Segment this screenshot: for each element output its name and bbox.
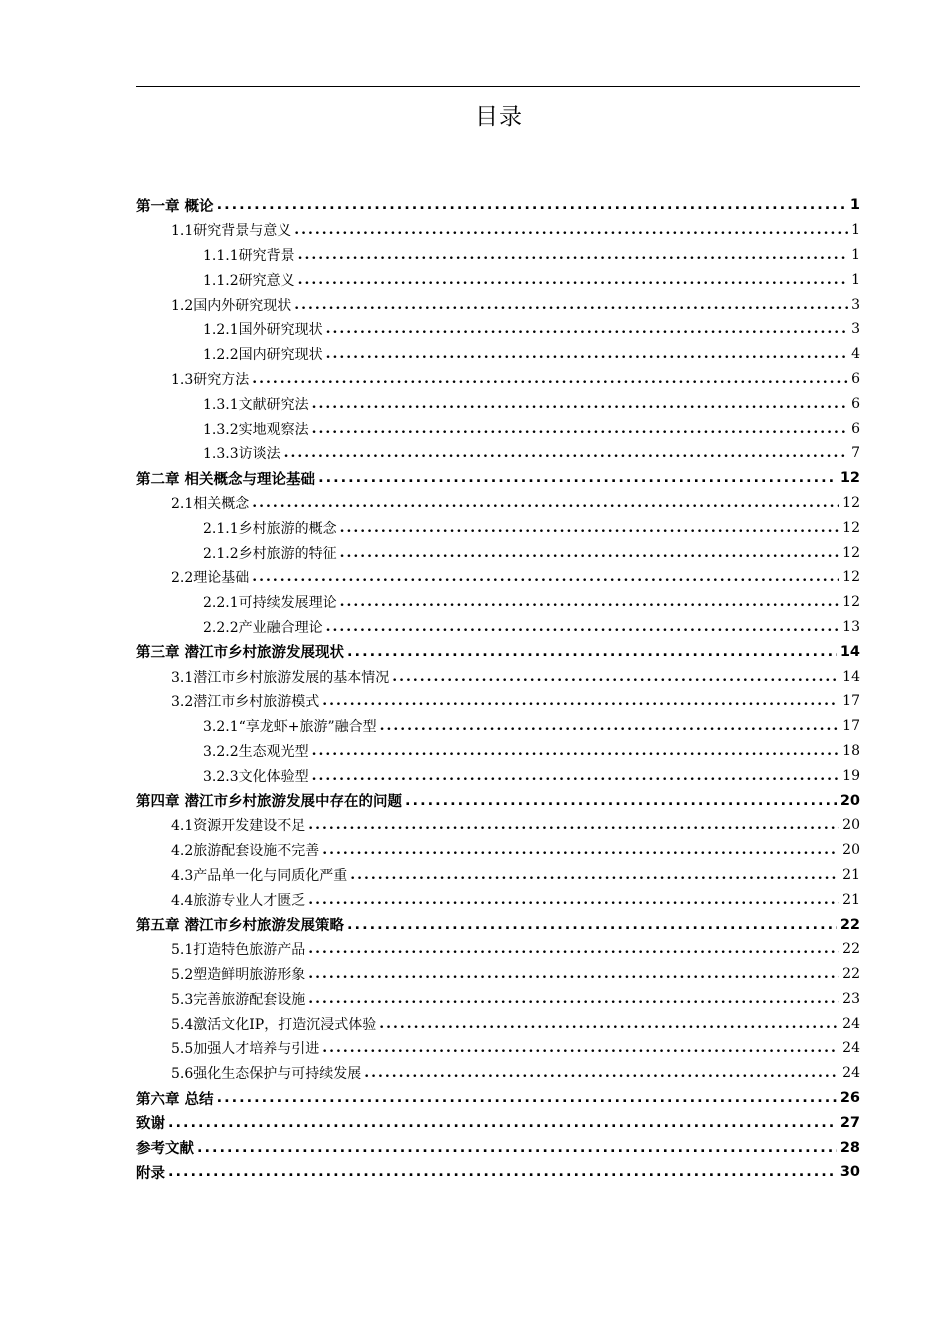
- toc-section-entry[interactable]: [136, 565, 860, 590]
- toc-entry-title: 1.3研究方法: [171, 371, 250, 388]
- toc-page-number: 14: [842, 668, 860, 685]
- toc-subsection-entry[interactable]: [136, 540, 860, 565]
- toc-dot-leader: [347, 917, 837, 933]
- toc-dot-leader: [405, 793, 837, 809]
- toc-dot-leader: [322, 842, 839, 858]
- toc-subsection-entry[interactable]: [136, 739, 860, 764]
- toc-dot-leader: [308, 991, 839, 1007]
- toc-section-entry[interactable]: [136, 367, 860, 392]
- toc-page-number: 21: [842, 891, 860, 908]
- toc-page-number: 24: [842, 1065, 860, 1082]
- toc-page-number: 17: [842, 693, 860, 710]
- toc-dot-leader: [308, 966, 839, 982]
- toc-page-number: 27: [839, 1114, 860, 1131]
- toc-subsection-entry[interactable]: [136, 391, 860, 416]
- toc-section-entry[interactable]: [136, 1061, 860, 1086]
- toc-entry-title: 2.1.2乡村旅游的特征: [203, 545, 337, 562]
- toc-entry-title: 4.1资源开发建设不足: [171, 818, 306, 835]
- toc-dot-leader: [298, 272, 848, 288]
- toc-entry-title: 5.1打造特色旅游产品: [171, 942, 306, 959]
- toc-page-number: 12: [839, 470, 860, 487]
- toc-page-number: 4: [851, 346, 860, 363]
- toc-entry-title: 第四章 潜江市乡村旅游发展中存在的问题: [136, 794, 403, 811]
- toc-entry-title: 1.1.2研究意义: [203, 272, 295, 289]
- toc-page-number: 20: [839, 792, 860, 809]
- toc-dot-leader: [326, 321, 848, 337]
- toc-page-number: 7: [851, 445, 860, 462]
- toc-entry-title: 5.6强化生态保护与可持续发展: [171, 1066, 362, 1083]
- toc-dot-leader: [308, 941, 839, 957]
- toc-dot-leader: [318, 470, 837, 486]
- toc-subsection-entry[interactable]: [136, 441, 860, 466]
- toc-entry-title: 2.2理论基础: [171, 570, 250, 587]
- toc-dot-leader: [168, 1164, 837, 1180]
- toc-page-number: 1: [849, 197, 860, 214]
- toc-entry-title: 1.2.2国内研究现状: [203, 347, 323, 364]
- toc-dot-leader: [392, 669, 839, 685]
- toc-section-entry[interactable]: [136, 863, 860, 888]
- toc-page-number: 12: [842, 594, 860, 611]
- toc-dot-leader: [168, 1115, 837, 1131]
- toc-section-entry[interactable]: [136, 218, 860, 243]
- toc-dot-leader: [312, 768, 840, 784]
- toc-dot-leader: [380, 718, 840, 734]
- page-title: 目录: [475, 104, 523, 130]
- toc-page-number: 3: [851, 296, 860, 313]
- toc-entry-title: 1.3.3访谈法: [203, 446, 281, 463]
- toc-entry-title: 3.2.2生态观光型: [203, 743, 309, 760]
- toc-subsection-entry[interactable]: [136, 763, 860, 788]
- toc-dot-leader: [340, 594, 840, 610]
- toc-entry-title: 5.3完善旅游配套设施: [171, 991, 306, 1008]
- toc-entry-title: 5.5加强人才培养与引进: [171, 1041, 320, 1058]
- toc-dot-leader: [312, 743, 840, 759]
- toc-page-number: 22: [839, 916, 860, 933]
- toc-chapter-entry[interactable]: [136, 1135, 860, 1160]
- toc-entry-title: 第二章 相关概念与理论基础: [136, 471, 316, 488]
- toc-section-entry[interactable]: [136, 1011, 860, 1036]
- toc-section-entry[interactable]: [136, 838, 860, 863]
- toc-entry-title: 4.2旅游配套设施不完善: [171, 843, 320, 860]
- toc-section-entry[interactable]: [136, 1036, 860, 1061]
- toc-dot-leader: [326, 619, 840, 635]
- toc-page-number: 12: [842, 569, 860, 586]
- toc-page-number: 6: [851, 370, 860, 387]
- toc-subsection-entry[interactable]: [136, 590, 860, 615]
- toc-entry-title: 1.2国内外研究现状: [171, 297, 292, 314]
- toc-page-number: 14: [839, 643, 860, 660]
- toc-chapter-entry[interactable]: [136, 1110, 860, 1135]
- toc-page-number: 1: [851, 246, 860, 263]
- toc-page-number: 18: [842, 742, 860, 759]
- toc-page-number: 24: [842, 1040, 860, 1057]
- toc-entry-title: 2.2.2产业融合理论: [203, 619, 323, 636]
- toc-entry-title: 3.1潜江市乡村旅游发展的基本情况: [171, 669, 390, 686]
- toc-page-number: 20: [842, 817, 860, 834]
- toc-page-number: 12: [842, 494, 860, 511]
- toc-entry-title: 1.3.2实地观察法: [203, 421, 309, 438]
- toc-page-number: 23: [842, 990, 860, 1007]
- toc-subsection-entry[interactable]: [136, 515, 860, 540]
- toc-entry-title: 附录: [136, 1165, 165, 1182]
- toc-dot-leader: [379, 1016, 839, 1032]
- toc-page-number: 13: [842, 618, 860, 635]
- toc-dot-leader: [308, 817, 839, 833]
- toc-page-number: 22: [842, 941, 860, 958]
- toc-entry-title: 4.4旅游专业人才匮乏: [171, 892, 306, 909]
- toc-dot-leader: [312, 396, 848, 412]
- toc-entry-title: 4.3产品单一化与同质化严重: [171, 867, 348, 884]
- toc-entry-title: 致谢: [136, 1116, 165, 1133]
- toc-section-entry[interactable]: [136, 689, 860, 714]
- toc-chapter-entry[interactable]: [136, 639, 860, 664]
- toc-chapter-entry[interactable]: [136, 193, 860, 218]
- toc-page-number: 28: [839, 1139, 860, 1156]
- toc-subsection-entry[interactable]: [136, 243, 860, 268]
- toc-page-number: 22: [842, 966, 860, 983]
- toc-dot-leader: [322, 1040, 839, 1056]
- toc-chapter-entry[interactable]: [136, 1086, 860, 1111]
- toc-entry-title: 第五章 潜江市乡村旅游发展策略: [136, 918, 345, 934]
- toc-page-number: 1: [851, 271, 860, 288]
- toc-entry-title: 2.2.1可持续发展理论: [203, 595, 337, 612]
- toc-chapter-entry[interactable]: [136, 1160, 860, 1185]
- toc-entry-title: 2.1相关概念: [171, 495, 250, 512]
- toc-page-number: 30: [839, 1164, 860, 1181]
- toc-page-number: 6: [851, 420, 860, 437]
- toc-dot-leader: [308, 892, 839, 908]
- toc-page-number: 12: [842, 519, 860, 536]
- table-of-contents: [136, 193, 860, 1185]
- toc-dot-leader: [312, 421, 848, 437]
- toc-subsection-entry[interactable]: [136, 317, 860, 342]
- header-rule: [136, 86, 860, 87]
- toc-dot-leader: [350, 867, 839, 883]
- toc-section-entry[interactable]: [136, 962, 860, 987]
- toc-dot-leader: [298, 247, 848, 263]
- toc-subsection-entry[interactable]: [136, 416, 860, 441]
- toc-section-entry[interactable]: [136, 664, 860, 689]
- toc-section-entry[interactable]: [136, 937, 860, 962]
- toc-page-number: 6: [851, 395, 860, 412]
- toc-dot-leader: [322, 693, 839, 709]
- toc-dot-leader: [364, 1065, 839, 1081]
- toc-entry-title: 3.2.3文化体验型: [203, 768, 309, 785]
- toc-page-number: 21: [842, 866, 860, 883]
- toc-chapter-entry[interactable]: [136, 788, 860, 813]
- toc-dot-leader: [326, 346, 848, 362]
- toc-subsection-entry[interactable]: [136, 714, 860, 739]
- toc-entry-title: 5.4激活文化IP，打造沉浸式体验: [171, 1016, 377, 1033]
- toc-section-entry[interactable]: [136, 491, 860, 516]
- toc-entry-title: 参考文献: [136, 1141, 194, 1158]
- toc-dot-leader: [252, 495, 839, 511]
- toc-page-number: 17: [842, 718, 860, 735]
- toc-section-entry[interactable]: [136, 987, 860, 1012]
- toc-entry-title: 2.1.1乡村旅游的概念: [203, 520, 337, 537]
- toc-page-number: 19: [842, 767, 860, 784]
- toc-entry-title: 1.1研究背景与意义: [171, 223, 292, 240]
- toc-page-number: 12: [842, 544, 860, 561]
- toc-dot-leader: [347, 644, 837, 660]
- toc-entry-title: 1.2.1国外研究现状: [203, 322, 323, 339]
- toc-page-number: 20: [842, 842, 860, 859]
- toc-dot-leader: [197, 1140, 837, 1156]
- toc-entry-title: 3.2潜江市乡村旅游模式: [171, 694, 320, 711]
- toc-subsection-entry[interactable]: [136, 342, 860, 367]
- toc-dot-leader: [340, 545, 840, 561]
- toc-page-number: 26: [839, 1090, 860, 1107]
- toc-section-entry[interactable]: [136, 813, 860, 838]
- toc-section-entry[interactable]: [136, 292, 860, 317]
- toc-subsection-entry[interactable]: [136, 267, 860, 292]
- toc-entry-title: 3.2.1“享龙虾+旅游”融合型: [203, 719, 377, 736]
- toc-dot-leader: [294, 222, 848, 238]
- toc-section-entry[interactable]: [136, 887, 860, 912]
- toc-entry-title: 1.3.1文献研究法: [203, 396, 309, 413]
- toc-dot-leader: [294, 297, 848, 313]
- toc-entry-title: 1.1.1研究背景: [203, 247, 295, 264]
- toc-entry-title: 第六章 总结: [136, 1091, 214, 1108]
- toc-subsection-entry[interactable]: [136, 615, 860, 640]
- toc-dot-leader: [284, 445, 848, 461]
- toc-dot-leader: [252, 371, 848, 387]
- toc-entry-title: 5.2塑造鲜明旅游形象: [171, 967, 306, 984]
- toc-dot-leader: [252, 569, 839, 585]
- toc-entry-title: 第一章 概论: [136, 198, 214, 215]
- toc-chapter-entry[interactable]: [136, 912, 860, 937]
- toc-chapter-entry[interactable]: [136, 466, 860, 491]
- toc-dot-leader: [217, 1090, 837, 1106]
- toc-page-number: 1: [851, 222, 860, 239]
- toc-page-number: 24: [842, 1015, 860, 1032]
- toc-dot-leader: [217, 197, 847, 213]
- toc-page-number: 3: [851, 321, 860, 338]
- toc-entry-title: 第三章 潜江市乡村旅游发展现状: [136, 645, 345, 662]
- toc-dot-leader: [340, 520, 840, 536]
